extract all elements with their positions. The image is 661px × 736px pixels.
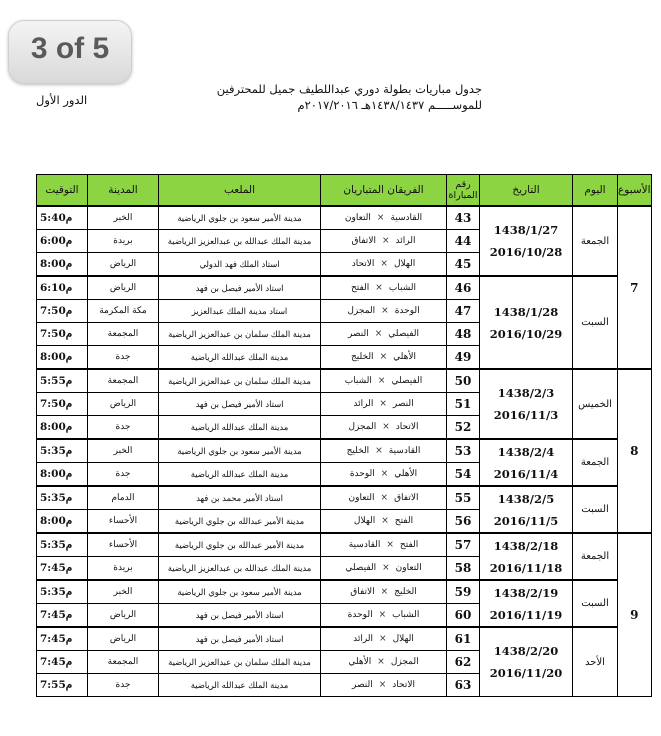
match-city: جدة xyxy=(88,674,159,697)
versus-mark: × xyxy=(379,634,387,644)
match-city: الخبر xyxy=(88,580,159,604)
hijri-date: 1438/2/20 xyxy=(493,644,559,658)
match-stadium: مدينة الأمير عبدالله بن جلوي الرياضية xyxy=(159,533,321,557)
match-day: الجمعة xyxy=(573,206,618,276)
match-city: المجمعة xyxy=(88,323,159,346)
match-city: مكة المكرمة xyxy=(88,300,159,323)
match-stadium: مدينة الملك سلمان بن عبدالعزيز الرياضية xyxy=(159,323,321,346)
match-date xyxy=(480,627,573,697)
match-city: المجمعة xyxy=(88,369,159,393)
away-team: النصر xyxy=(347,329,369,339)
match-teams xyxy=(321,651,447,674)
versus-mark: × xyxy=(375,446,383,456)
versus-mark: × xyxy=(382,563,390,573)
match-city: الرياض xyxy=(88,393,159,416)
match-number: 60 xyxy=(447,604,480,628)
away-team: الاتفاق xyxy=(351,236,376,246)
match-stadium: مدينة الأمير سعود بن جلوي الرياضية xyxy=(159,580,321,604)
match-time: 6:10م xyxy=(37,276,88,300)
versus-mark: × xyxy=(380,493,389,503)
match-date xyxy=(480,580,573,627)
match-teams xyxy=(321,557,447,581)
match-teams xyxy=(321,253,447,277)
match-stadium: مدينة الملك عبدالله الرياضية xyxy=(159,674,321,697)
match-number: 49 xyxy=(447,346,480,370)
versus-mark: × xyxy=(379,352,388,362)
home-team: الفيصلي xyxy=(388,329,420,339)
versus-mark: × xyxy=(386,540,394,550)
home-team: الشباب xyxy=(388,283,417,293)
match-teams xyxy=(321,393,447,416)
match-city: بريدة xyxy=(88,230,159,253)
match-number: 46 xyxy=(447,276,480,300)
away-team: الفيصلي xyxy=(345,563,377,573)
versus-mark: × xyxy=(378,680,387,690)
away-team: المجزل xyxy=(347,306,376,316)
match-time: 8:00م xyxy=(37,416,88,440)
match-number: 58 xyxy=(447,557,480,581)
match-date xyxy=(480,486,573,533)
match-time: 7:50م xyxy=(37,323,88,346)
home-team: الاتفاق xyxy=(394,493,419,503)
away-team: الخليج xyxy=(346,446,370,456)
home-team: الهلال xyxy=(392,634,414,644)
match-city: الدمام xyxy=(88,486,159,510)
gregorian-date: 2016/10/29 xyxy=(489,326,563,341)
match-time: 7:45م xyxy=(37,627,88,651)
match-time: 5:35م xyxy=(37,439,88,463)
away-team: الخليج xyxy=(351,352,374,362)
match-city: الخبر xyxy=(88,206,159,230)
match-teams xyxy=(321,510,447,534)
versus-mark: × xyxy=(380,469,389,479)
match-teams xyxy=(321,580,447,604)
match-teams xyxy=(321,206,447,230)
match-city: بريدة xyxy=(88,557,159,581)
match-teams xyxy=(321,276,447,300)
home-team: الرائد xyxy=(395,236,416,246)
match-number: 47 xyxy=(447,300,480,323)
versus-mark: × xyxy=(378,610,387,620)
match-number: 61 xyxy=(447,627,480,651)
away-team: الهلال xyxy=(353,516,376,526)
match-city: الأحساء xyxy=(88,510,159,534)
match-stadium: استاد الأمير محمد بن فهد xyxy=(159,486,321,510)
match-time: 8:00م xyxy=(37,463,88,487)
home-team: الفتح xyxy=(399,540,419,550)
match-city: الأحساء xyxy=(88,533,159,557)
match-number: 50 xyxy=(447,369,480,393)
header-city: المدينة xyxy=(88,175,159,207)
versus-mark: × xyxy=(381,236,390,246)
match-stadium: استاد الملك فهد الدولي xyxy=(159,253,321,277)
match-time: 7:45م xyxy=(37,604,88,628)
match-row xyxy=(37,580,652,604)
match-city: الرياض xyxy=(88,276,159,300)
match-day: الجمعة xyxy=(573,439,618,486)
gregorian-date: 2016/11/19 xyxy=(489,607,563,622)
away-team: التعاون xyxy=(348,493,375,503)
match-number: 63 xyxy=(447,674,480,697)
match-date xyxy=(480,276,573,369)
away-team: الوحدة xyxy=(349,469,375,479)
away-team: الفتح xyxy=(350,283,370,293)
match-teams xyxy=(321,439,447,463)
match-teams xyxy=(321,346,447,370)
home-team: الهلال xyxy=(393,259,416,269)
away-team: الرائد xyxy=(353,399,374,409)
match-teams xyxy=(321,533,447,557)
match-stadium: مدينة الملك عبدالله الرياضية xyxy=(159,416,321,440)
match-time: 6:00م xyxy=(37,230,88,253)
match-teams xyxy=(321,300,447,323)
match-number: 43 xyxy=(447,206,480,230)
match-stadium: مدينة الأمير سعود بن جلوي الرياضية xyxy=(159,439,321,463)
versus-mark: × xyxy=(380,587,389,597)
schedule-body xyxy=(37,206,652,697)
match-number: 59 xyxy=(447,580,480,604)
match-stadium: مدينة الملك عبدالله الرياضية xyxy=(159,463,321,487)
match-number: 54 xyxy=(447,463,480,487)
match-city: الرياض xyxy=(88,627,159,651)
hijri-date: 1438/2/18 xyxy=(493,538,559,553)
match-stadium: مدينة الملك سلمان بن عبدالعزيز الرياضية xyxy=(159,651,321,674)
header-stadium: الملعب xyxy=(159,175,321,207)
match-teams xyxy=(321,323,447,346)
home-team: المجزل xyxy=(390,657,419,667)
match-row xyxy=(37,206,652,230)
away-team: الاتحاد xyxy=(351,259,375,269)
hijri-date: 1438/2/4 xyxy=(497,444,555,459)
match-row xyxy=(37,276,652,300)
match-row xyxy=(37,369,652,393)
away-team: النصر xyxy=(352,680,373,690)
match-date xyxy=(480,369,573,439)
home-team: الشباب xyxy=(392,610,420,620)
away-team: الوحدة xyxy=(347,610,373,620)
match-teams xyxy=(321,230,447,253)
versus-mark: × xyxy=(376,213,385,223)
week-number: 9 xyxy=(618,533,652,697)
match-stadium: مدينة الأمير سعود بن جلوي الرياضية xyxy=(159,206,321,230)
match-city: الرياض xyxy=(88,253,159,277)
week-number: 8 xyxy=(618,369,652,533)
match-city: جدة xyxy=(88,346,159,370)
season-subtitle: للموســـــم ١٤٣٨/١٤٣٧هـ ٢٠١٧/٢٠١٦م xyxy=(297,98,482,112)
match-day: السبت xyxy=(573,276,618,369)
away-team: التعاون xyxy=(344,213,371,223)
match-time: 8:00م xyxy=(37,253,88,277)
match-stadium: استاد الأمير فيصل بن فهد xyxy=(159,276,321,300)
document-title: جدول مباريات بطولة دوري عبداللطيف جميل للمحترفين xyxy=(216,82,482,96)
header-day: اليوم xyxy=(573,175,618,207)
hijri-date: 1438/1/27 xyxy=(493,223,559,237)
home-team: القادسية xyxy=(388,446,421,456)
match-row xyxy=(37,486,652,510)
home-team: الاتحاد xyxy=(392,680,415,690)
page-counter-text: 3 of 5 xyxy=(30,32,110,65)
match-time: 7:45م xyxy=(37,651,88,674)
versus-mark: × xyxy=(381,306,389,316)
match-day: السبت xyxy=(573,486,618,533)
home-team: التعاون xyxy=(395,563,422,573)
match-date xyxy=(480,439,573,486)
versus-mark: × xyxy=(381,516,389,526)
match-stadium: استاد الأمير فيصل بن فهد xyxy=(159,393,321,416)
home-team: الفيصلي xyxy=(391,376,423,386)
hijri-date: 1438/2/19 xyxy=(493,585,559,600)
hijri-date: 1438/1/28 xyxy=(493,304,559,319)
match-teams xyxy=(321,627,447,651)
home-team: القادسية xyxy=(390,213,423,223)
header-teams: الفريقان المتباريان xyxy=(321,175,447,207)
match-teams xyxy=(321,463,447,487)
match-day: الأحد xyxy=(573,627,618,697)
header-time: التوقيت xyxy=(37,175,88,207)
hijri-date: 1438/2/3 xyxy=(497,386,555,400)
match-time: 8:00م xyxy=(37,346,88,370)
hijri-date: 1438/2/5 xyxy=(497,491,555,506)
gregorian-date: 2016/10/28 xyxy=(489,245,563,259)
away-team: الشباب xyxy=(344,376,372,386)
match-date xyxy=(480,533,573,580)
match-stadium: مدينة الملك عبدالله بن عبدالعزيز الرياضية xyxy=(159,557,321,581)
match-time: 7:55م xyxy=(37,674,88,697)
match-stadium: مدينة الأمير عبدالله بن جلوي الرياضية xyxy=(159,510,321,534)
versus-mark: × xyxy=(377,376,386,386)
match-day: السبت xyxy=(573,580,618,627)
week-number: 7 xyxy=(618,206,652,369)
gregorian-date: 2016/11/5 xyxy=(493,513,559,528)
match-time: 5:35م xyxy=(37,580,88,604)
match-number: 52 xyxy=(447,416,480,440)
home-team: النصر xyxy=(392,399,414,409)
match-number: 48 xyxy=(447,323,480,346)
match-time: 5:35م xyxy=(37,533,88,557)
home-team: الأهلي xyxy=(394,469,418,479)
home-team: الخليج xyxy=(394,587,417,597)
match-stadium: استاد الأمير فيصل بن فهد xyxy=(159,627,321,651)
match-city: جدة xyxy=(88,416,159,440)
match-teams xyxy=(321,416,447,440)
versus-mark: × xyxy=(379,399,387,409)
match-stadium: مدينة الملك سلمان بن عبدالعزيز الرياضية xyxy=(159,369,321,393)
away-team: القادسية xyxy=(348,540,381,550)
versus-mark: × xyxy=(375,283,383,293)
match-schedule-table xyxy=(36,174,652,697)
versus-mark: × xyxy=(382,422,390,432)
match-city: الخبر xyxy=(88,439,159,463)
match-day: الخميس xyxy=(573,369,618,439)
versus-mark: × xyxy=(380,259,388,269)
header-match-number: رقم المباراة xyxy=(447,175,480,207)
match-time: 5:35م xyxy=(37,486,88,510)
away-team: الأهلي xyxy=(348,657,372,667)
match-time: 7:50م xyxy=(37,393,88,416)
round-label: الدور الأول xyxy=(36,93,88,107)
match-teams xyxy=(321,369,447,393)
match-teams xyxy=(321,486,447,510)
match-city: الرياض xyxy=(88,604,159,628)
gregorian-date: 2016/11/18 xyxy=(489,560,563,575)
home-team: الاتحاد xyxy=(395,422,419,432)
match-stadium: مدينة الملك عبدالله بن عبدالعزيز الرياضية xyxy=(159,230,321,253)
away-team: المجزل xyxy=(348,422,377,432)
home-team: الأهلي xyxy=(393,352,416,362)
match-teams xyxy=(321,604,447,628)
match-number: 44 xyxy=(447,230,480,253)
header-date: التاريخ xyxy=(480,175,573,207)
home-team: الفتح xyxy=(394,516,414,526)
match-city: جدة xyxy=(88,463,159,487)
match-day: الجمعة xyxy=(573,533,618,580)
gregorian-date: 2016/11/4 xyxy=(493,466,559,481)
match-date xyxy=(480,206,573,276)
away-team: الاتفاق xyxy=(350,587,375,597)
match-time: 8:00م xyxy=(37,510,88,534)
match-row xyxy=(37,439,652,463)
match-number: 56 xyxy=(447,510,480,534)
away-team: الرائد xyxy=(353,634,374,644)
match-number: 62 xyxy=(447,651,480,674)
match-row xyxy=(37,533,652,557)
match-time: 5:55م xyxy=(37,369,88,393)
match-city: المجمعة xyxy=(88,651,159,674)
match-time: 7:45م xyxy=(37,557,88,581)
match-number: 55 xyxy=(447,486,480,510)
header-row xyxy=(37,175,652,207)
page-counter-badge xyxy=(8,20,132,84)
gregorian-date: 2016/11/3 xyxy=(493,408,559,422)
home-team: الوحدة xyxy=(394,306,420,316)
match-stadium: استاد مدينة الملك عبدالعزيز xyxy=(159,300,321,323)
match-number: 53 xyxy=(447,439,480,463)
match-number: 57 xyxy=(447,533,480,557)
match-time: 7:50م xyxy=(37,300,88,323)
header-week: الأسبوع xyxy=(618,175,652,207)
match-number: 45 xyxy=(447,253,480,277)
match-teams xyxy=(321,674,447,697)
match-stadium: استاد الأمير فيصل بن فهد xyxy=(159,604,321,628)
versus-mark: × xyxy=(374,329,383,339)
versus-mark: × xyxy=(377,657,385,667)
match-stadium: مدينة الملك عبدالله الرياضية xyxy=(159,346,321,370)
match-time: 5:40م xyxy=(37,206,88,230)
match-row xyxy=(37,627,652,651)
match-number: 51 xyxy=(447,393,480,416)
gregorian-date: 2016/11/20 xyxy=(489,666,563,680)
